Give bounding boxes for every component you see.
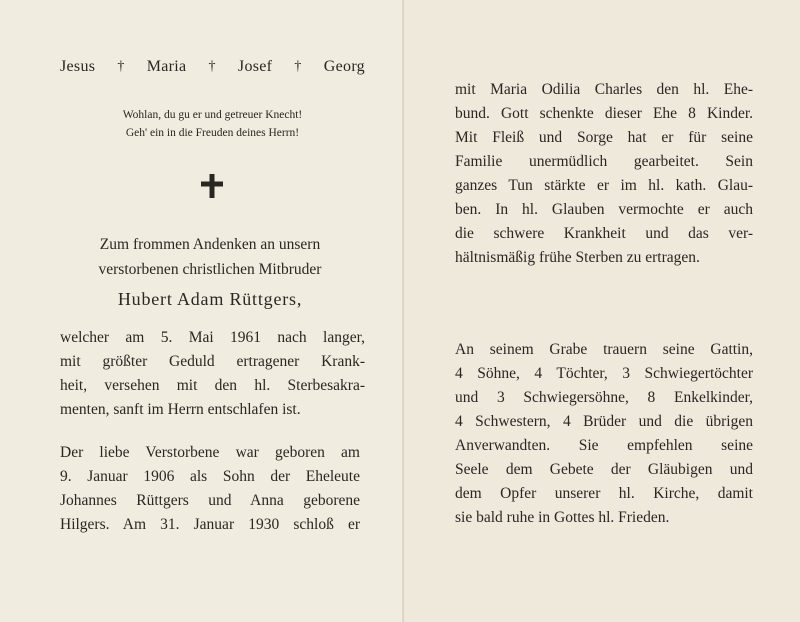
cross-separator-icon: † xyxy=(208,59,216,74)
text-line: ganzes Tun stärkte er im hl. kath. Glau- xyxy=(455,177,753,194)
text-line: An seinem Grabe trauern seine Gattin, xyxy=(455,341,753,358)
text-line: welcher am 5. Mai 1961 nach langer, xyxy=(60,329,365,346)
text-line: sie bald ruhe in Gottes hl. Frieden. xyxy=(455,509,670,526)
text-line: mit größter Geduld ertragener Krank- xyxy=(60,353,365,370)
holy-names-row xyxy=(60,58,365,76)
marriage-paragraph xyxy=(455,78,753,270)
death-paragraph xyxy=(60,326,365,422)
text-line: Anverwandten. Sie empfehlen seine xyxy=(455,437,753,454)
memorial-heading xyxy=(50,232,370,282)
text-line: menten, sanft im Herrn entschlafen ist. xyxy=(60,401,301,418)
name-josef: Josef xyxy=(237,58,273,75)
text-line: Mit Fleiß und Sorge hat er für seine xyxy=(455,129,753,146)
text-line: mit Maria Odilia Charles den hl. Ehe- xyxy=(455,81,753,98)
deceased-name: Hubert Adam Rüttgers, xyxy=(117,289,303,309)
motto-line: Geh' ein in die Freuden deines Herrn! xyxy=(125,127,300,139)
text-line: Johannes Rüttgers und Anna geborene xyxy=(60,492,360,509)
text-line: Seele dem Gebete der Gläubigen und xyxy=(455,461,753,478)
cross-separator-icon: † xyxy=(117,59,125,74)
memorial-line: Zum frommen Andenken an unsern xyxy=(99,236,321,253)
cross-icon xyxy=(196,170,228,202)
text-line: die schwere Krankheit und das ver- xyxy=(455,225,753,242)
text-line: Der liebe Verstorbene war geboren am xyxy=(60,444,360,461)
text-line: hältnismäßig frühe Sterben zu ertragen. xyxy=(455,249,700,266)
text-line: ben. In hl. Glauben vermochte er auch xyxy=(455,201,753,218)
name-maria: Maria xyxy=(146,58,187,75)
text-line: bund. Gott schenkte dieser Ehe 8 Kinder. xyxy=(455,105,753,122)
text-line: 4 Söhne, 4 Töchter, 3 Schwiegertöchter xyxy=(455,365,753,382)
cross-separator-icon: † xyxy=(294,59,302,74)
text-line: 4 Schwestern, 4 Brüder und die übrigen xyxy=(455,413,753,430)
text-line: 9. Januar 1906 als Sohn der Eheleute xyxy=(60,468,360,485)
name-jesus: Jesus xyxy=(60,58,96,75)
motto xyxy=(60,106,365,142)
text-line: Familie unermüdlich gearbeitet. Sein xyxy=(455,153,753,170)
name-georg: Georg xyxy=(323,58,365,75)
text-line: und 3 Schwiegersöhne, 8 Enkelkinder, xyxy=(455,389,753,406)
text-line: dem Opfer unserer hl. Kirche, damit xyxy=(455,485,753,502)
mourners-paragraph xyxy=(455,338,753,530)
text-line: Hilgers. Am 31. Januar 1930 schloß er xyxy=(60,516,360,533)
birth-paragraph xyxy=(60,441,360,537)
memorial-line: verstorbenen christlichen Mitbruder xyxy=(98,261,322,278)
text-line: heit, versehen mit den hl. Sterbesakra- xyxy=(60,377,365,394)
motto-line: Wohlan, du gu er und getreuer Knecht! xyxy=(122,109,303,121)
